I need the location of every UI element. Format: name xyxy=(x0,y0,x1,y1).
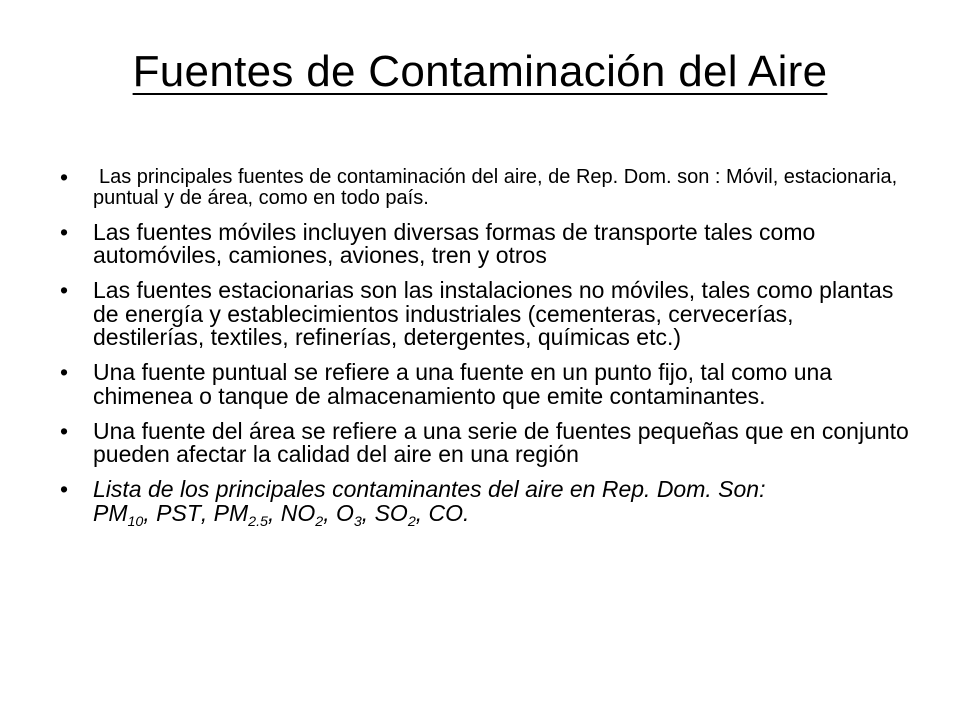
bullet-item xyxy=(60,218,910,268)
pollutant-list-intro: Lista de los principales contaminantes del aire en Rep. Dom. Son: xyxy=(93,476,766,502)
pollutant xyxy=(93,499,157,530)
pollutant-base: O xyxy=(335,499,354,526)
pollutant-subscript: 2.5 xyxy=(248,513,268,530)
pollutant xyxy=(280,499,336,530)
pollutant-separator: , xyxy=(143,499,157,526)
bullet-text: Una fuente del área se refiere a una serie de fuentes pequeñas que en conjunto pueden afectar la calidad del aire en una región xyxy=(93,417,909,467)
pollutant-separator: . xyxy=(463,499,470,526)
pollutant-subscript: 2 xyxy=(315,513,324,530)
bullet-dot: • xyxy=(60,476,69,502)
bullet-dot: • xyxy=(60,277,69,303)
bullet-item-pollutants xyxy=(60,476,910,530)
bullet-item xyxy=(60,361,910,408)
pollutant-list-text xyxy=(93,476,766,530)
pollutant-subscript: 10 xyxy=(127,513,144,530)
pollutant-base: CO xyxy=(428,499,464,526)
pollutant-separator: , xyxy=(267,499,281,526)
pollutant-base: PST xyxy=(156,499,201,526)
pollutant-separator: , xyxy=(200,499,214,526)
bullet-dot: • xyxy=(60,417,69,444)
bullet-item xyxy=(60,279,910,350)
pollutant xyxy=(335,499,375,530)
bullet-list xyxy=(60,164,910,537)
pollutant xyxy=(429,500,470,526)
pollutant-base: PM xyxy=(213,499,249,526)
bullet-text: Las fuentes móviles incluyen diversas formas de transporte tales como automóviles, camiones, aviones, tren y otros xyxy=(93,218,816,268)
bullet-text: Una fuente puntual se refiere a una fuente en un punto fijo, tal como una chimenea o tanque de almacenamiento que emite contaminantes. xyxy=(93,359,833,409)
bullet-dot: • xyxy=(60,359,69,385)
pollutant-base: NO xyxy=(280,499,316,526)
pollutant-separator: , xyxy=(323,499,336,526)
bullet-text: Las fuentes estacionarias son las instalaciones no móviles, tales como plantas de energía y establecimientos industriales (cementeras, cervecerías, destilerías, textiles, refinerías, detergentes, químicas etc.) xyxy=(93,277,894,350)
pollutant xyxy=(156,500,214,526)
pollutant-separator: , xyxy=(361,499,375,526)
pollutant-separator: , xyxy=(415,499,429,526)
bullet-item xyxy=(60,164,910,209)
pollutant-subscript: 2 xyxy=(407,513,416,530)
bullet-text: Las principales fuentes de contaminación del aire, de Rep. Dom. son : Móvil, estacionaria, puntual y de área, como en todo país. xyxy=(93,166,898,209)
pollutant xyxy=(213,499,281,530)
pollutant-subscript: 3 xyxy=(353,513,362,530)
pollutant xyxy=(374,499,429,530)
pollutant-base: PM xyxy=(93,499,128,526)
pollutant-base: SO xyxy=(374,499,408,526)
bullet-dot: • xyxy=(60,164,69,190)
slide-title: Fuentes de Contaminación del Aire xyxy=(132,47,828,96)
bullet-item xyxy=(60,417,910,467)
bullet-dot: • xyxy=(60,218,69,245)
